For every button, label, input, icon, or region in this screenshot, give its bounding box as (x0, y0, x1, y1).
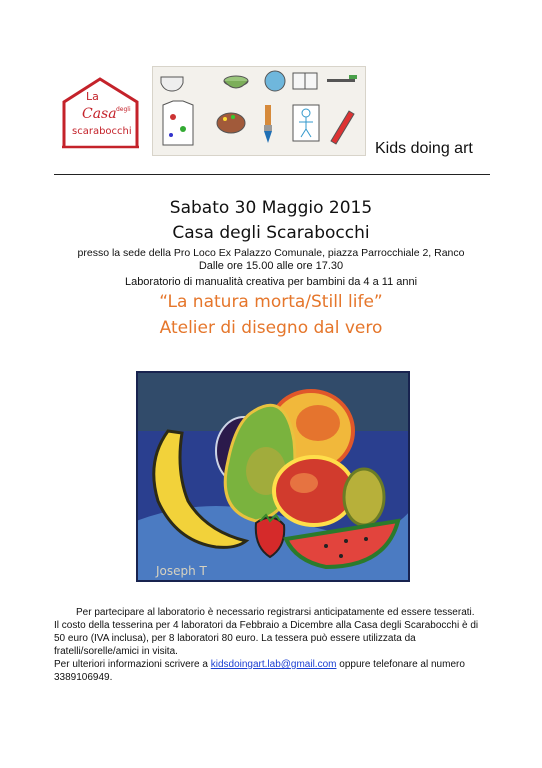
email-link[interactable]: kidsdoingart.lab@gmail.com (210, 659, 337, 670)
painting-signature: Joseph T (156, 564, 207, 578)
info-paragraph-cost: Il costo della tesserina per 4 laboratori da Febbraio a Dicembre alla Casa degli Scarabocchi è di 50 euro (IVA inclusa), per 8 laboratori 80 euro. La tessera può essere utilizzata da fratelli/sorelle/amici in visita. (54, 620, 479, 657)
logo-text-casa: Casa (82, 106, 117, 122)
contact-prefix: Per ulteriori informazioni scrivere a (54, 659, 211, 670)
event-place: Casa degli Scarabocchi (172, 223, 370, 243)
kids-icons-strip (152, 66, 366, 156)
logo-text-scarabocchi: scarabocchi (72, 126, 132, 137)
contact-suffix: oppure telefonare al numero 3389106949. (54, 659, 465, 683)
palette-icon (217, 113, 245, 133)
bowl-icon (224, 76, 248, 88)
stick-figure-icon (293, 105, 319, 141)
info-text (54, 606, 490, 684)
divider (54, 174, 490, 175)
tagline: Kids doing art (375, 140, 473, 157)
info-paragraph-registration: Per partecipare al laboratorio è necessario registrarsi anticipatamente ed essere tesserati. (76, 607, 475, 618)
event-title: “La natura morta/Still life” (159, 292, 383, 312)
ball-icon (265, 71, 285, 91)
event-lab-description: Laboratorio di manualità creativa per bambini da 4 a 11 anni (124, 276, 418, 288)
book-icon (293, 73, 317, 89)
event-address: presso la sede della Pro Loco Ex Palazzo Comunale, piazza Parrocchiale 2, Ranco (77, 247, 465, 259)
event-subtitle: Atelier di disegno dal vero (159, 318, 383, 338)
info-paragraph-contact (54, 658, 490, 684)
crayon-icon (331, 111, 354, 144)
logo-text-la: La (86, 90, 99, 103)
event-hours: Dalle ore 15.00 alle ore 17.30 (198, 260, 344, 272)
event-date: Sabato 30 Maggio 2015 (169, 198, 373, 218)
casa-scarabocchi-logo (60, 76, 142, 150)
bib-icon (161, 77, 183, 91)
toothbrush-icon (327, 75, 357, 82)
logo-text-degli: degli (116, 106, 131, 113)
smock-icon (163, 101, 193, 145)
still-life-painting (136, 371, 410, 582)
paintbrush-icon (264, 105, 272, 143)
